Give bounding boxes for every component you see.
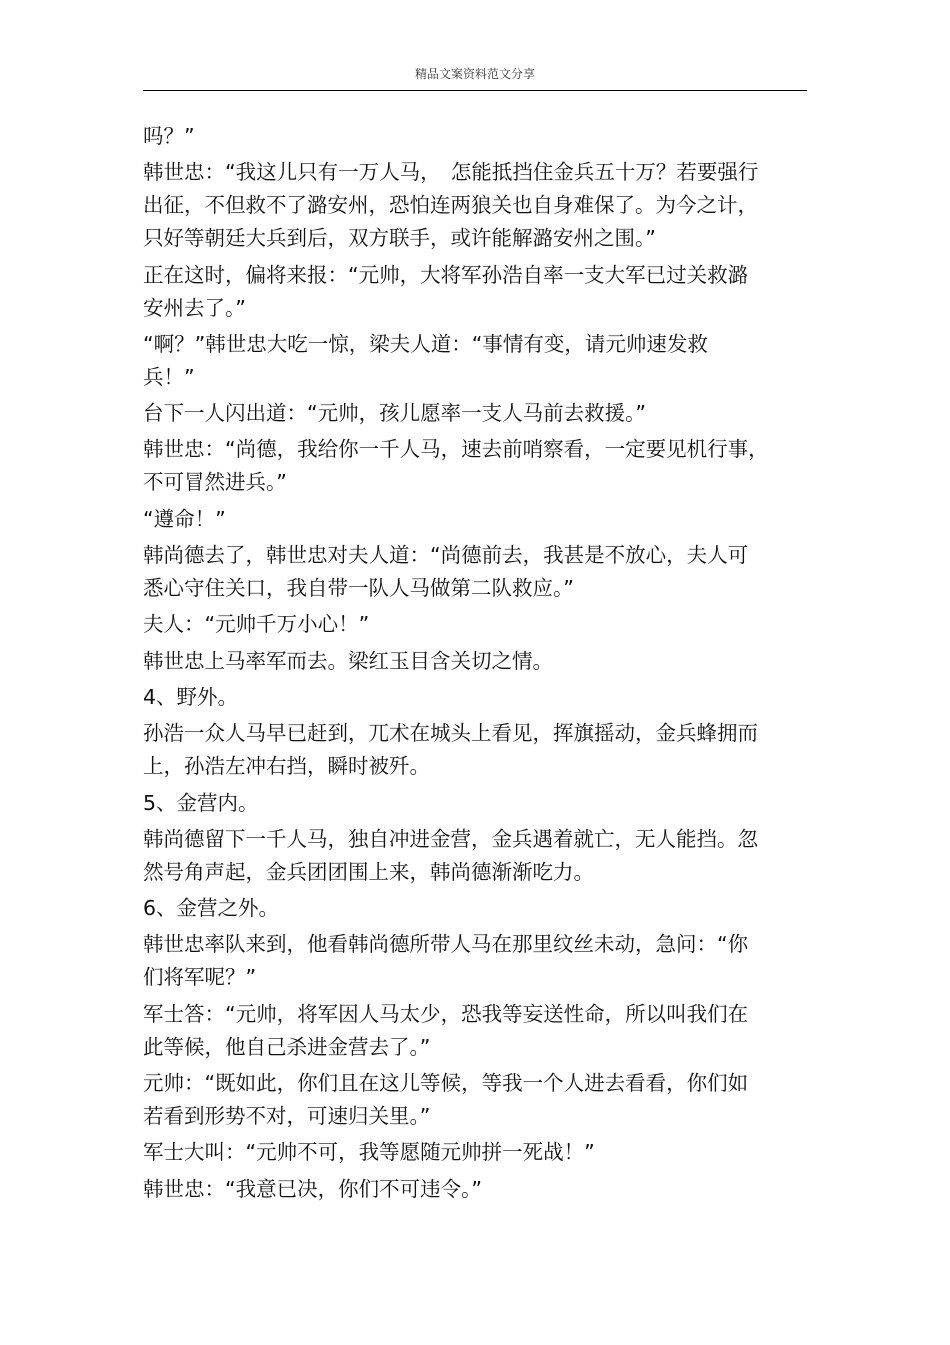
text-line: 只好等朝廷大兵到后，双方联手，或许能解潞安州之围。” xyxy=(143,226,656,251)
text-line: 韩世忠：“尚德，我给你一千人马，速去前哨察看，一定要见机行事， xyxy=(143,437,769,462)
text-line: 军士大叫：“元帅不可，我等愿随元帅拼一死战！” xyxy=(143,1140,595,1165)
document-body xyxy=(143,120,798,1206)
text-line: 夫人：“元帅千万小心！” xyxy=(143,612,370,637)
text-line: 孙浩一众人马早已赶到，兀术在城头上看见，挥旗摇动，金兵蜂拥而 xyxy=(143,721,758,746)
text-line: 出征，不但救不了潞安州，恐怕连两狼关也自身难保了。为今之计， xyxy=(143,193,758,218)
text-line: 们将军呢？” xyxy=(143,965,257,990)
text-line: “遵命！” xyxy=(143,506,226,531)
text-line: 韩尚德去了，韩世忠对夫人道：“尚德前去，我甚是不放心，夫人可 xyxy=(143,543,749,568)
text-line: 6、金营之外。 xyxy=(143,896,280,921)
page-header xyxy=(143,66,807,82)
text-line: 军士答：“元帅，将军因人马太少，恐我等妄送性命，所以叫我们在 xyxy=(143,1001,749,1026)
text-line: 韩世忠：“我这儿只有一万人马， 怎能抵挡住金兵五十万？若要强行 xyxy=(143,160,759,185)
text-line: 兵！” xyxy=(143,364,195,389)
text-line: 安州去了。” xyxy=(143,295,246,320)
text-line: 不可冒然进兵。” xyxy=(143,470,287,495)
text-line: 韩世忠率队来到，他看韩尚德所带人马在那里纹丝未动，急问：“你 xyxy=(143,932,749,957)
text-line: 若看到形势不对，可速归关里。” xyxy=(143,1104,431,1129)
text-line: 正在这时，偏将来报：“元帅，大将军孙浩自率一支大军已过关救潞 xyxy=(143,262,749,287)
text-line: 此等候，他自己杀进金营去了。” xyxy=(143,1034,431,1059)
text-line: 吗？” xyxy=(143,124,195,148)
text-line: 然号角声起，金兵团团围上来，韩尚德渐渐吃力。 xyxy=(143,859,594,884)
text-line: 韩世忠上马率军而去。梁红玉目含关切之情。 xyxy=(143,648,553,673)
text-line: 4、野外。 xyxy=(143,684,239,709)
text-line: 元帅：“既如此，你们且在这儿等候，等我一个人进去看看，你们如 xyxy=(143,1071,749,1096)
header-title: 精品文案资料范文分享 xyxy=(414,67,535,81)
text-line: 韩尚德留下一千人马，独自冲进金营，金兵遇着就亡，无人能挡。忽 xyxy=(143,826,758,851)
text-line: 韩世忠：“我意已决，你们不可违令。” xyxy=(143,1176,482,1201)
text-line: 上，孙浩左冲右挡，瞬时被歼。 xyxy=(143,754,430,779)
text-line: 悉心守住关口，我自带一队人马做第二队救应。” xyxy=(143,576,574,601)
text-line: 5、金营内。 xyxy=(143,790,259,815)
header-divider xyxy=(143,90,807,91)
text-line: 台下一人闪出道：“元帅，孩儿愿率一支人马前去救援。” xyxy=(143,401,646,426)
text-line: “啊？”韩世忠大吃一惊，梁夫人道：“事情有变，请元帅速发救 xyxy=(143,331,708,356)
